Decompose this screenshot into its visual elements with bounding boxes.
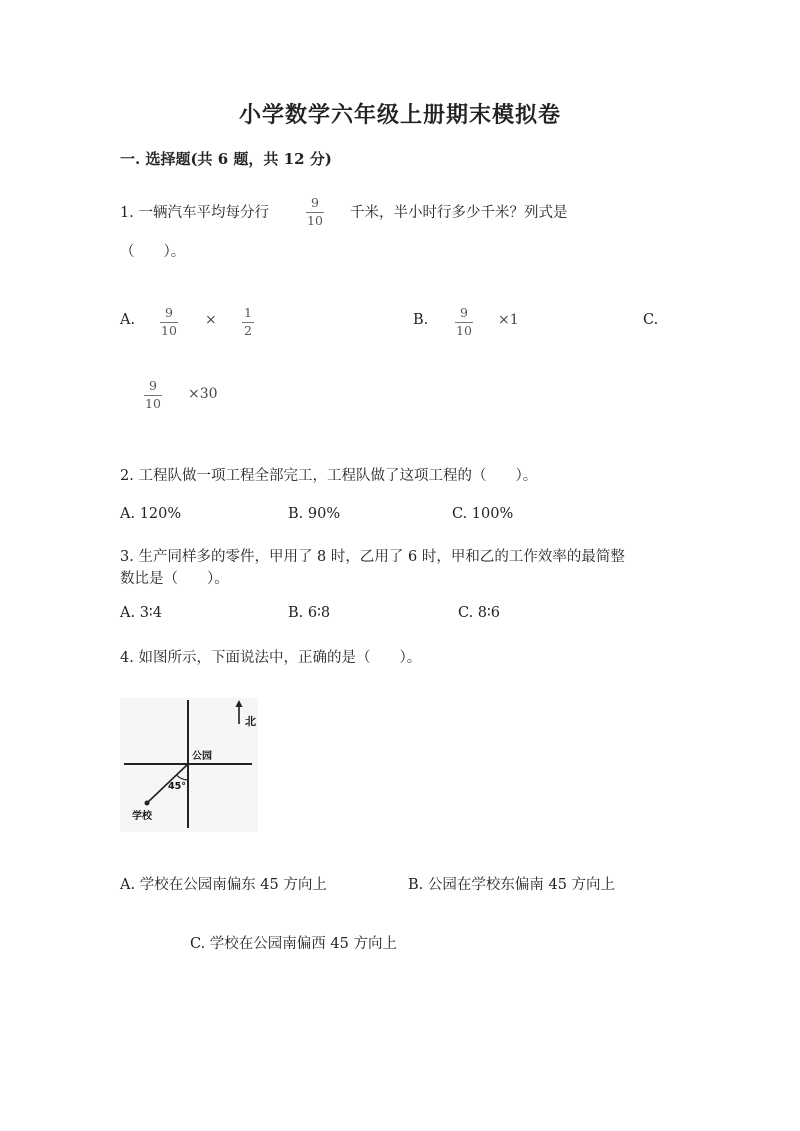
q1-option-b-operator: ×1 bbox=[498, 312, 519, 328]
q1-a-f2-num: 1 bbox=[244, 305, 252, 320]
q1-c-f-den: 10 bbox=[145, 395, 161, 411]
north-arrow-head bbox=[236, 700, 243, 707]
q1-b-f-num: 9 bbox=[459, 305, 468, 320]
q4-option-c: C. 学校在公园南偏西 45 方向上 bbox=[190, 936, 397, 952]
north-label: 北 bbox=[245, 715, 256, 728]
q3-option-a: A. 3∶4 bbox=[120, 605, 162, 621]
park-label: 公园 bbox=[192, 751, 212, 762]
q1-b-f-den: 10 bbox=[456, 322, 472, 338]
q3-option-c: C. 8∶6 bbox=[458, 605, 501, 621]
q1-option-a-fraction-1 bbox=[160, 307, 178, 337]
q1-suffix: 千米，半小时行多少千米？列式是 bbox=[350, 205, 568, 221]
q1-c-f-num: 9 bbox=[148, 378, 157, 393]
q2-option-c: C. 100% bbox=[452, 506, 514, 522]
q4-option-b: B. 公园在学校东偏南 45 方向上 bbox=[408, 877, 616, 893]
q1-option-c-label: C. bbox=[643, 312, 659, 328]
angle-label: 45° bbox=[168, 781, 186, 792]
school-label: 学校 bbox=[132, 811, 152, 822]
angle-arc bbox=[177, 775, 189, 780]
q1-a-f2-den: 2 bbox=[244, 322, 252, 338]
direction-figure bbox=[120, 698, 258, 832]
q3-line-1: 3. 生产同样多的零件，甲用了 8 时，乙用了 6 时，甲和乙的工作效率的最简整 bbox=[120, 549, 625, 565]
section-heading: 一. 选择题(共 6 题，共 12 分) bbox=[120, 150, 332, 168]
q4-text: 4. 如图所示，下面说法中，正确的是（ ）。 bbox=[120, 650, 422, 666]
q1-a-f1-den: 10 bbox=[161, 322, 177, 338]
q1-option-a-fraction-2 bbox=[242, 307, 254, 337]
q1-option-a-operator: × bbox=[205, 312, 217, 328]
page-title: 小学数学六年级上册期末模拟卷 bbox=[238, 102, 561, 128]
q1-prefix: 1. 一辆汽车平均每分行 bbox=[120, 205, 269, 221]
q2-option-b: B. 90% bbox=[288, 506, 341, 522]
q2-option-a: A. 120% bbox=[120, 506, 182, 522]
q3-option-b: B. 6∶8 bbox=[288, 605, 331, 621]
q1-fraction-denominator: 10 bbox=[307, 212, 323, 228]
q1-option-a-label: A. bbox=[120, 312, 136, 328]
q1-fraction-numerator: 9 bbox=[310, 195, 319, 210]
q1-blank: （ ）。 bbox=[120, 244, 186, 260]
q1-option-b-fraction bbox=[455, 307, 473, 337]
q4-option-a: A. 学校在公园南偏东 45 方向上 bbox=[120, 877, 327, 893]
q1-a-f1-num: 9 bbox=[164, 305, 173, 320]
q1-option-c-operator: ×30 bbox=[188, 386, 218, 402]
q1-fraction bbox=[306, 197, 324, 227]
q2-text: 2. 工程队做一项工程全部完工，工程队做了这项工程的（ ）。 bbox=[120, 468, 538, 484]
school-point bbox=[145, 801, 150, 806]
q1-option-b-label: B. bbox=[413, 312, 429, 328]
direction-diagram bbox=[120, 698, 258, 832]
q3-line-2: 数比是（ ）。 bbox=[120, 571, 229, 587]
q1-option-c-fraction bbox=[144, 380, 162, 410]
